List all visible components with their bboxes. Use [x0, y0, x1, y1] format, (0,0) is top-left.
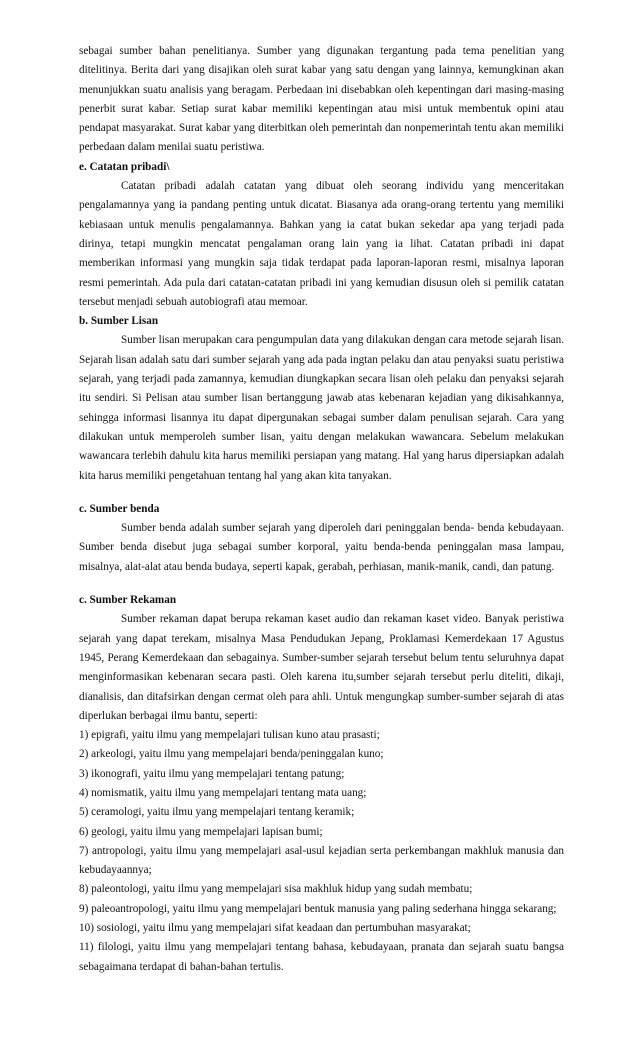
- heading-sumber-lisan: b. Sumber Lisan: [79, 315, 159, 328]
- intro-paragraph: sebagai sumber bahan penelitianya. Sumber yang digunakan tergantung pada tema penelitian yang ditelitinya. Berita dari yang disajikan oleh surat kabar yang satu dengan yang lainnya, kemungkinan akan menunjukkan suatu analisis yang beragam. Perbedaan ini disebabkan oleh kepentingan dari masing-masing penerbit surat kabar. Setiap surat kabar memiliki kepentingan atau misi untuk membentuk opini atau pendapat masyarakat. Surat kabar yang diterbitkan oleh pemerintah dan nonpemerintah tentu akan memiliki perbedaan dalam menilai suatu peristiwa.: [79, 45, 564, 154]
- paragraph-catatan-pribadi: Catatan pribadi adalah catatan yang dibuat oleh seorang individu yang menceritakan pengalamannya yang ia pandang penting untuk dicatat. Biasanya ada orang-orang tertentu yang memiliki kebiasaan untuk menulis pengalamannya. Bahkan yang ia catat bukan sekedar apa yang terjadi pada dirinya, tetapi mungkin mencatat pengalaman orang lain yang ia lihat. Catatan pribadi ini dapat memberikan informasi yang mungkin saja tidak terdapat pada laporan-laporan resmi, misalnya laporan resmi pemerintah. Ada pula dari catatan-catatan pribadi ini yang kemudian disusun oleh si pemilik catatan tersebut menjadi sebuah autobiografi atau memoar.: [79, 180, 564, 308]
- heading-sumber-benda: c. Sumber benda: [79, 502, 160, 515]
- heading-catatan-pribadi: e. Catatan pribadi\: [79, 160, 170, 173]
- section-spacer: [79, 486, 564, 500]
- list-item: 5) ceramologi, yaitu ilmu yang mempelajari tentang keramik;: [79, 806, 355, 819]
- list-item: 4) nomismatik, yaitu ilmu yang mempelajari tentang mata uang;: [79, 786, 367, 799]
- paragraph-sumber-benda: Sumber benda adalah sumber sejarah yang diperoleh dari peninggalan benda- benda kebudayaan. Sumber benda disebut juga sebagai sumber korporal, yaitu benda-benda peninggalan masa lampau, misalnya, alat-alat atau benda budaya, seperti kapak, gerabah, perhiasan, manik-manik, candi, dan patung.: [79, 522, 564, 573]
- list-item: 10) sosiologi, yaitu ilmu yang mempelajari sifat keadaan dan pertumbuhan masyarakat;: [79, 922, 471, 935]
- ilmu-bantu-list: [79, 726, 564, 977]
- list-item: 7) antropologi, yaitu ilmu yang mempelajari asal-usul kejadian serta perkembangan makhluk manusia dan kebudayaannya;: [79, 844, 564, 877]
- list-item: 1) epigrafi, yaitu ilmu yang mempelajari tulisan kuno atau prasasti;: [79, 729, 380, 742]
- heading-sumber-rekaman: c. Sumber Rekaman: [79, 594, 177, 607]
- paragraph-sumber-lisan: Sumber lisan merupakan cara pengumpulan data yang dilakukan dengan cara metode sejarah lisan. Sejarah lisan adalah satu dari sumber sejarah yang ada pada ingtan pelaku dan atau penyaksi suatu peristiwa sejarah, yang terjadi pada zamannya, kemudian diungkapkan secara lisan oleh pelaku dan penyaksi sejarah itu sendiri. Si Pelisan atau sumber lisan bertanggung jawab atas kebenaran kejadian yang dikisahkannya, sehingga informasi lisannya itu dapat dipergunakan sebagai sumber dalam penulisan sejarah. Cara yang dilakukan untuk memperoleh sumber lisan, yaitu dengan melakukan wawancara. Sebelum melakukan wawancara terlebih dahulu kita harus memiliki persiapan yang matang. Hal yang harus dipersiapkan adalah kita harus memiliki pengetahuan tentang hal yang akan kita tanyakan.: [79, 334, 564, 482]
- list-item: 9) paleoantropologi, yaitu ilmu yang mempelajari bentuk manusia yang paling sederhana hingga sekarang;: [79, 902, 557, 915]
- section-spacer: [79, 577, 564, 591]
- list-item: 11) filologi, yaitu ilmu yang mempelajari tentang bahasa, kebudayaan, pranata dan sejarah suatu bangsa sebagaimana terdapat di bahan-bahan tertulis.: [79, 941, 564, 973]
- list-item: 2) arkeologi, yaitu ilmu yang mempelajari benda/peninggalan kuno;: [79, 748, 384, 761]
- list-item: 6) geologi, yaitu ilmu yang mempelajari lapisan bumi;: [79, 825, 323, 838]
- list-item: 3) ikonografi, yaitu ilmu yang mempelajari tentang patung;: [79, 767, 345, 780]
- paragraph-sumber-rekaman: Sumber rekaman dapat berupa rekaman kaset audio dan rekaman kaset video. Banyak peristiwa sejarah yang dapat terekam, misalnya Masa Pendudukan Jepang, Proklamasi Kemerdekaan 17 Agustus 1945, Perang Kemerdekaan dan sebagainya. Sumber-sumber sejarah tersebut belum tentu seluruhnya dapat menginformasikan kebenaran secara pasti. Oleh karena itu,sumber sejarah tersebut perlu diteliti, dikaji, dianalisis, dan ditafsirkan dengan cermat oleh para ahli. Untuk mengungkap sumber-sumber sejarah di atas diperlukan berbagai ilmu bantu, seperti:: [79, 613, 564, 722]
- list-item: 8) paleontologi, yaitu ilmu yang mempelajari sisa makhluk hidup yang sudah membatu;: [79, 883, 473, 896]
